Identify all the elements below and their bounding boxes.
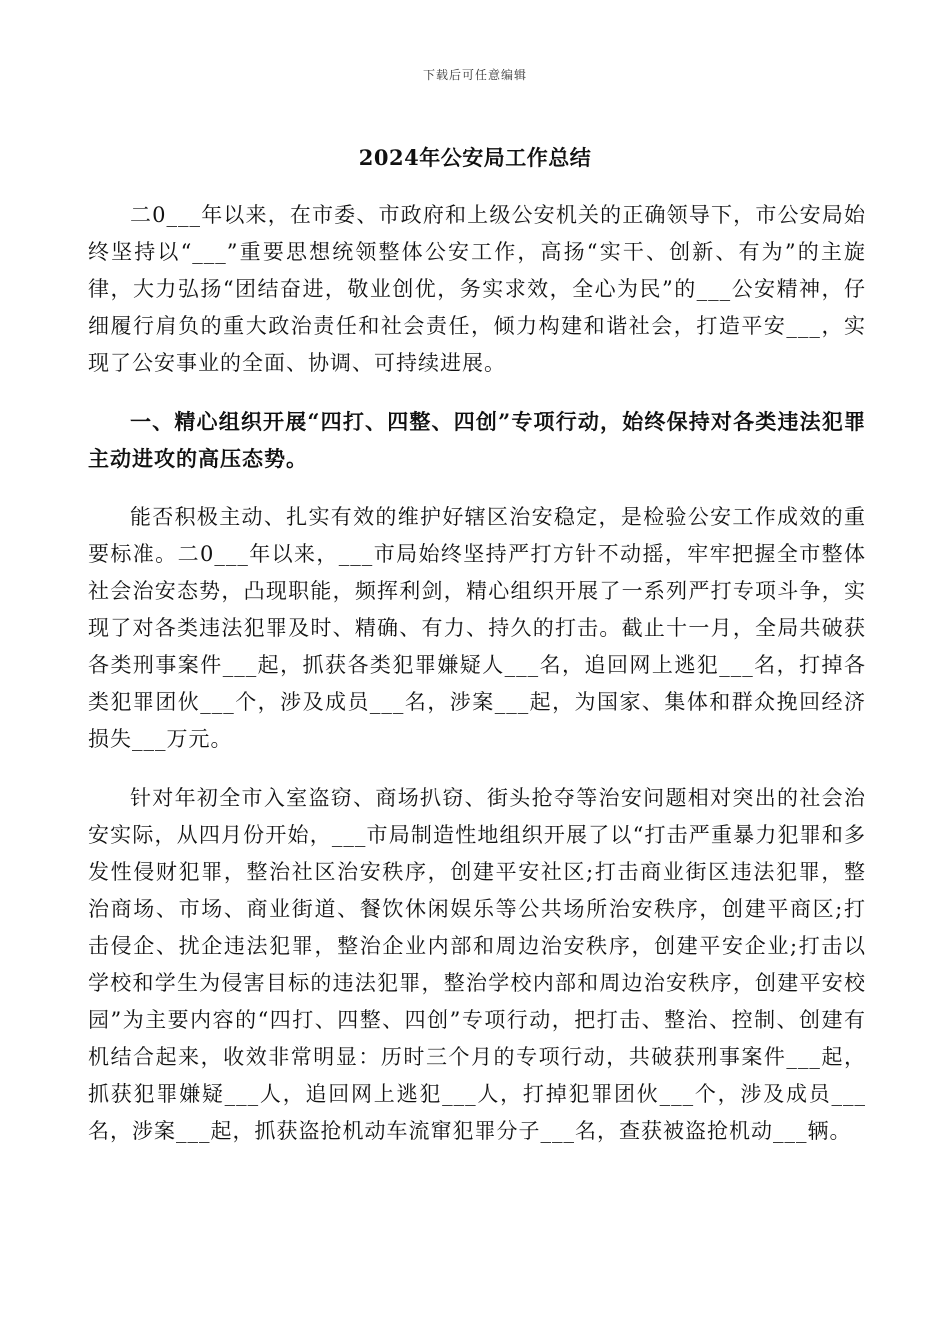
section-heading: 一、精心组织开展“四打、四整、四创”专项行动，始终保持对各类违法犯罪主动进攻的高压态势。 (88, 409, 866, 471)
document-title: 2024年公安局工作总结 (358, 145, 592, 170)
section-paragraph-2: 针对年初全市入室盗窃、商场扒窃、街头抢夺等治安问题相对突出的社会治安实际，从四月份开始，___市局制造性地组织开展了以“打击严重暴力犯罪和多发性侵财犯罪，整治社区治安秩序，创建平安社区;打击商业街区违法犯罪，整治商场、市场、商业街道、餐饮休闲娱乐等公共场所治安秩序，创建平商区;打击侵企、扰企违法犯罪，整治企业内部和周边治安秩序，创建平安企业;打击以学校和学生为侵害目标的违法犯罪，整治学校内部和周边治安秩序，创建平安校园”为主要内容的“四打、四整、四创”专项行动，把打击、整治、控制、创建有机结合起来，收效非常明显：历时三个月的专项行动，共破获刑事案件___起，抓获犯罪嫌疑___人，追回网上逃犯___人，打掉犯罪团伙___个，涉及成员___名，涉案___起，抓获盗抢机动车流窜犯罪分子___名，查获被盗抢机动___辆。 (88, 786, 866, 1143)
header-note: 下载后可任意编辑 (422, 68, 527, 82)
section-paragraph-1: 能否积极主动、扎实有效的维护好辖区治安稳定，是检验公安工作成效的重要标准。二0___年以来，___市局始终坚持严打方针不动摇，牢牢把握全市整体社会治安态势，凸现职能，频挥利剑，精心组织开展了一系列严打专项斗争，实现了对各类违法犯罪及时、精确、有力、持久的打击。截止十一月，全局共破获各类刑事案件___起，抓获各类犯罪嫌疑人___名，追回网上逃犯___名，打掉各类犯罪团伙___个，涉及成员___名，涉案___起，为国家、集体和群众挽回经济损失___万元。 (88, 505, 866, 751)
intro-paragraph: 二0___年以来，在市委、市政府和上级公安机关的正确领导下，市公安局始终坚持以“___”重要思想统领整体公安工作，高扬“实干、创新、有为”的主旋律，大力弘扬“团结奋进，敬业创优，务实求效，全心为民”的___公安精神，仔细履行肩负的重大政治责任和社会责任，倾力构建和谐社会，打造平安___，实现了公安事业的全面、协调、可持续进展。 (88, 203, 866, 375)
